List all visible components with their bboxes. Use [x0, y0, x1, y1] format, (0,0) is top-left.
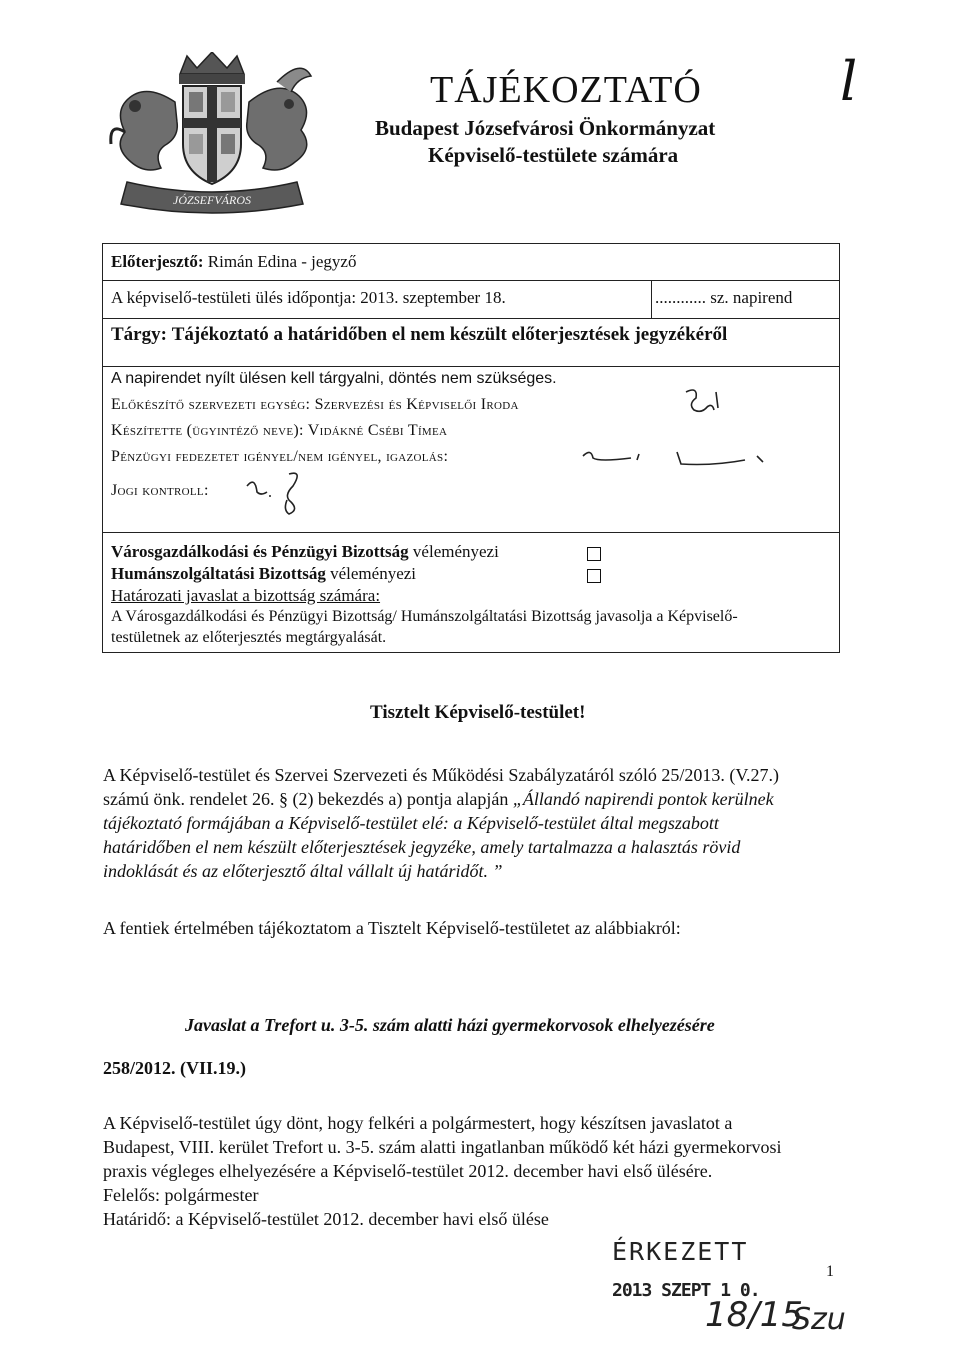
funding-note: Pénzügyi fedezetet igényel/nem igényel, igazolás:: [111, 448, 449, 465]
presenter-value: Rimán Edina - jegyző: [207, 252, 357, 271]
proposal-line-2: testületnek az előterjesztés megtárgyalását.: [111, 629, 387, 646]
committee-2-name: Humánszolgáltatási Bizottság: [111, 564, 326, 583]
paragraph-1-line-5: indoklását és az előterjesztő által vállalt új határidőt. ”: [103, 861, 503, 881]
handwritten-funding-signature: [573, 442, 843, 472]
committee-1-checkbox[interactable]: [587, 547, 601, 561]
responsible-person: Felelős: polgármester: [103, 1185, 259, 1205]
subject-label: Tárgy:: [111, 324, 167, 345]
committee-2-action: véleményezi: [330, 564, 417, 583]
received-stamp-title: ÉRKEZETT: [612, 1237, 749, 1266]
handwritten-initials-unit: [678, 384, 728, 424]
resolution-number: 258/2012. (VII.19.): [103, 1058, 246, 1078]
svg-text:JÓZSEFVÁROS: JÓZSEFVÁROS: [173, 193, 251, 207]
subject-value: Tájékoztató a határidőben el nem készült előterjesztések jegyzékéről: [171, 324, 728, 345]
quote-start: „Állandó napirendi pontok kerülnek: [512, 789, 774, 809]
decision-line-3: praxis végleges elhelyezésére a Képviselő-testület 2012. december havi első ülésére.: [103, 1161, 713, 1181]
meeting-date: A képviselő-testületi ülés időpontja: 2013. szeptember 18.: [111, 288, 506, 307]
document-subtitle-line1: Budapest Józsefvárosi Önkormányzat: [375, 116, 716, 140]
committee-2-row: [111, 564, 416, 584]
proposal-line-1: A Városgazdálkodási és Pénzügyi Bizottság/ Humánszolgáltatási Bizottság javasolja a Képviselő-: [111, 608, 738, 625]
paragraph-1-line-2-text: számú önk. rendelet 26. § (2) bekezdés a) pontja alapján: [103, 789, 513, 809]
subject-row: [111, 324, 727, 346]
paragraph-1-line-4: határidőben el nem készült előterjesztések jegyzéke, amely tartalmazza a halasztás rövid: [103, 837, 741, 857]
committee-1-name: Városgazdálkodási és Pénzügyi Bizottság: [111, 542, 409, 561]
legal-control: Jogi kontroll:: [111, 482, 209, 499]
handwritten-legal-signature: [243, 470, 323, 520]
open-session-note: A napirendet nyílt ülésen kell tárgyalni, döntés nem szükséges.: [111, 370, 557, 387]
proposal-heading: Határozati javaslat a bizottság számára:: [111, 586, 381, 605]
page-number: 1: [826, 1263, 834, 1280]
paragraph-1-line-2: [103, 789, 774, 810]
presenter-row: [111, 252, 356, 272]
presenter-label: Előterjesztő:: [111, 252, 204, 271]
deadline: Határidő: a Képviselő-testület 2012. december havi első ülése: [103, 1209, 549, 1229]
salutation: Tisztelt Képviselő-testület!: [370, 702, 586, 723]
committee-1-row: [111, 542, 499, 562]
decision-line-2: Budapest, VIII. kerület Trefort u. 3-5. szám alatti ingatlanban működő két házi gyermekorvosi: [103, 1137, 782, 1157]
document-subtitle-line2: Képviselő-testülete számára: [428, 143, 679, 167]
agenda-item-title: Javaslat a Trefort u. 3-5. szám alatti házi gyermekorvosok elhelyezésére: [185, 1015, 715, 1035]
paragraph-1-line-1: A Képviselő-testület és Szervei Szervezeti és Működési Szabályzatáról szóló 25/2013. (V.27.): [103, 765, 779, 785]
handwritten-corner-mark: l: [840, 50, 858, 113]
committee-1-action: véleményezi: [412, 542, 499, 561]
prepared-by: Készítette (ügyintéző neve): Vidákné Csébi Tímea: [111, 422, 448, 439]
decision-line-1: A Képviselő-testület úgy dönt, hogy felkéri a polgármestert, hogy készítsen javaslatot a: [103, 1113, 733, 1133]
paragraph-1-line-3: tájékoztató formájában a Képviselő-testület elé: a Képviselő-testület által megszabott: [103, 813, 719, 833]
coat-of-arms-emblem: [105, 52, 320, 217]
proposal-info-box: [102, 243, 840, 653]
paragraph-2: A fentiek értelmében tájékoztatom a Tisztelt Képviselő-testületet az alábbiakról:: [103, 918, 681, 938]
committee-2-checkbox[interactable]: [587, 569, 601, 583]
preparer-unit: Előkészítő szervezeti egység: Szervezési és Képviselői Iroda: [111, 396, 519, 413]
received-stamp-date: 2013 SZEPT 1 0.: [612, 1280, 760, 1301]
document-title: TÁJÉKOZTATÓ: [430, 69, 702, 111]
agenda-item-number: ............ sz. napirend: [655, 288, 793, 307]
handwritten-registration-id: Szu: [792, 1302, 846, 1337]
handwritten-time: 18/15: [705, 1295, 803, 1335]
